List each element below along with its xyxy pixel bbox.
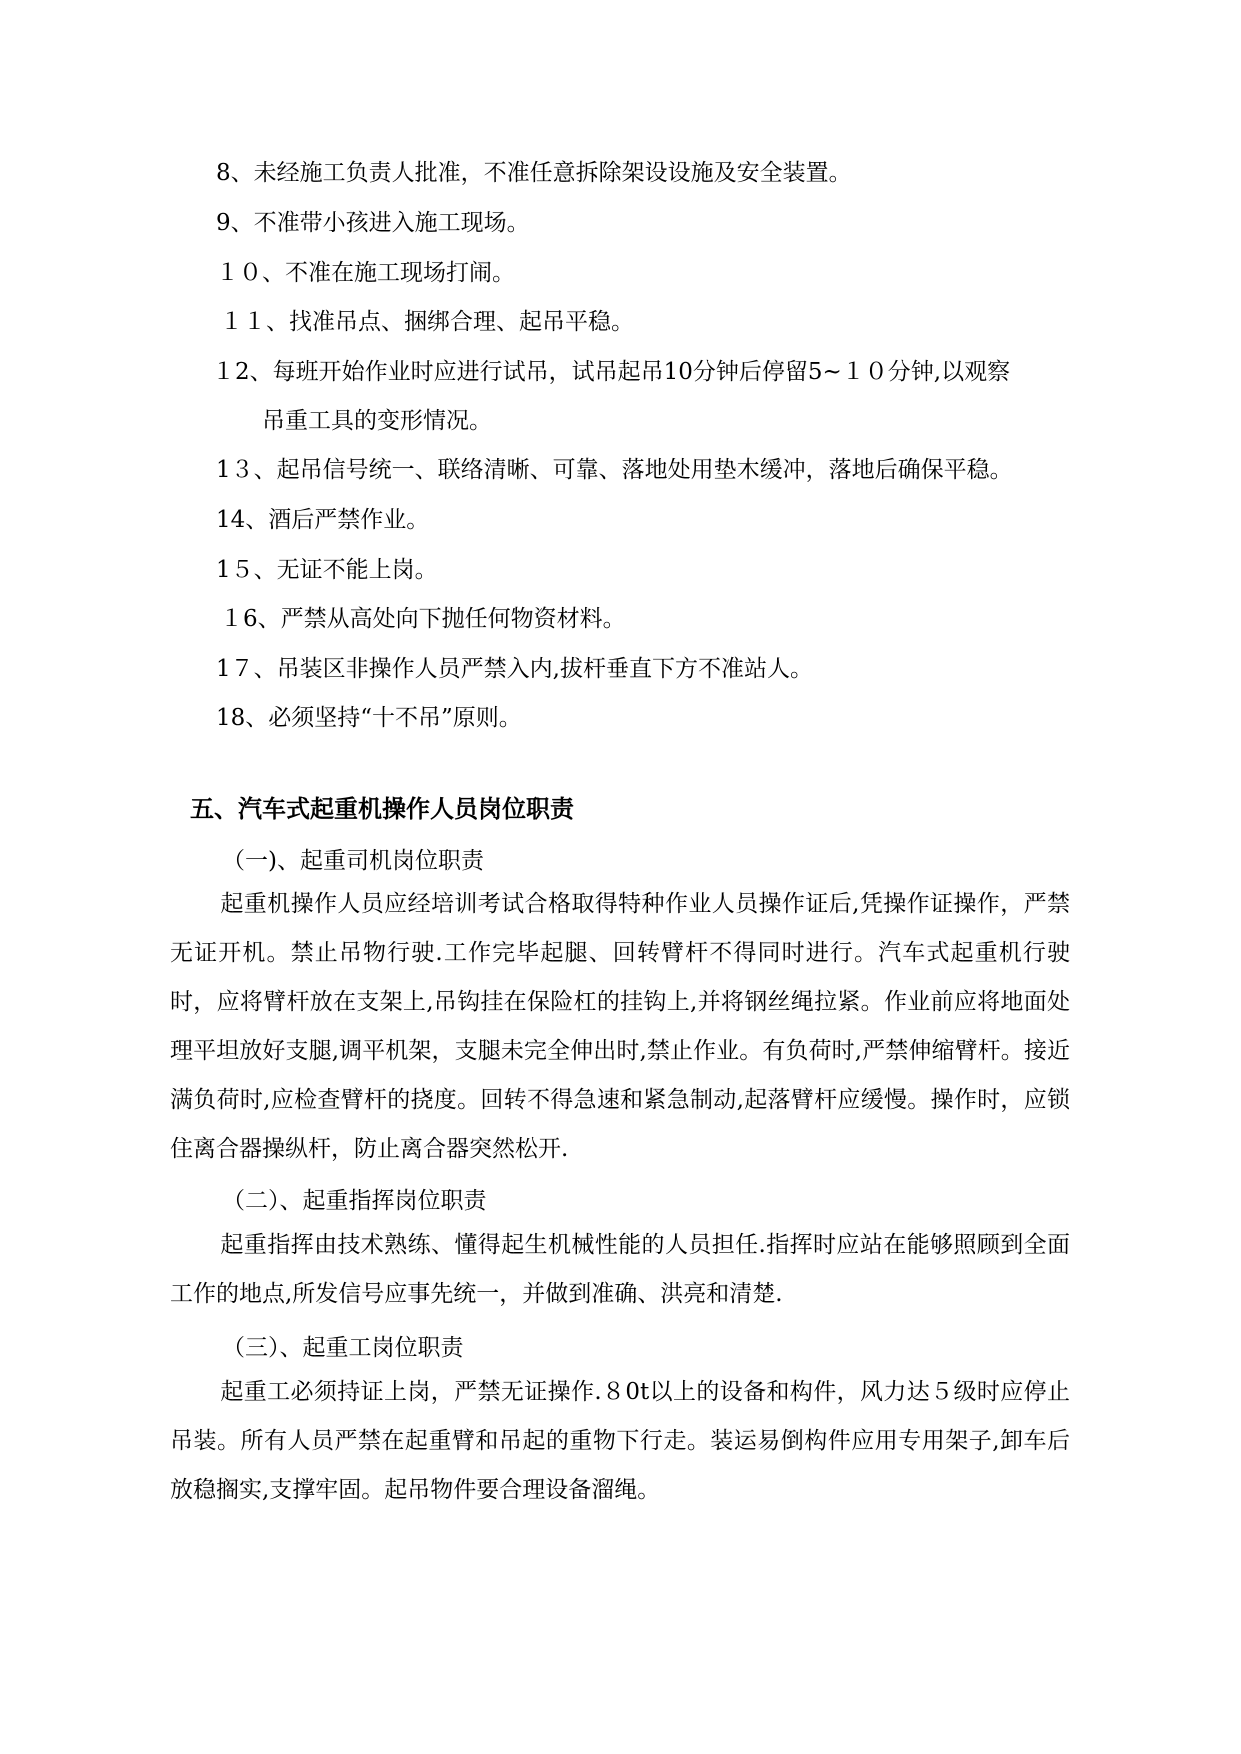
- subsection-body-driver: [170, 880, 1070, 1174]
- section-heading: 五、汽车式起重机操作人员岗位职责: [190, 794, 574, 823]
- rule-item-13: 1３、起吊信号统一、联络清晰、可靠、落地处用垫木缓冲，落地后确保平稳。: [216, 457, 1013, 483]
- paragraph-text: 起重工必须持证上岗，严禁无证操作.８0t以上的设备和构件，风力达５级时应停止吊装。所有人员严禁在起重臂和吊起的重物下行走。装运易倒构件应用专用架子,卸车后放稳搁实,支撑牢固。起吊物件要合理设备溜绳。: [170, 1379, 1070, 1503]
- rule-item-11: １１、找准吊点、捆绑合理、起吊平稳。: [220, 309, 634, 335]
- rule-item-14: 14、酒后严禁作业。: [216, 507, 430, 533]
- rule-item-8: 8、未经施工负责人批准，不准任意拆除架设设施及安全装置。: [216, 160, 852, 186]
- subsection-body-rigger: [170, 1368, 1070, 1515]
- subsection-body-signalman: [170, 1221, 1070, 1319]
- rule-item-12-continuation: 吊重工具的变形情况。: [262, 408, 492, 434]
- rule-item-9: 9、不准带小孩进入施工现场。: [216, 210, 530, 236]
- rule-item-17: 1７、吊装区非操作人员严禁入内,拔杆垂直下方不准站人。: [216, 656, 813, 682]
- rule-item-15: 1５、无证不能上岗。: [216, 557, 438, 583]
- rule-item-12: １2、每班开始作业时应进行试吊，试吊起吊10分钟后停留5~１０分钟,以观察: [212, 359, 1011, 385]
- subsection-title-driver: （一)、起重司机岗位职责: [222, 848, 484, 874]
- rule-item-16: １6、严禁从高处向下抛任何物资材料。: [220, 606, 626, 632]
- rule-item-10: １０、不准在施工现场打闹。: [216, 260, 515, 286]
- paragraph-text: 起重指挥由技术熟练、懂得起生机械性能的人员担任.指挥时应站在能够照顾到全面工作的地点,所发信号应事先统一，并做到准确、洪亮和清楚.: [170, 1232, 1070, 1307]
- subsection-title-rigger: （三）、起重工岗位职责: [222, 1335, 464, 1361]
- rule-item-18: 18、必须坚持“十不吊”原则。: [216, 705, 522, 731]
- subsection-title-signalman: （二）、起重指挥岗位职责: [222, 1188, 487, 1214]
- paragraph-text: 起重机操作人员应经培训考试合格取得特种作业人员操作证后,凭操作证操作，严禁无证开机。禁止吊物行驶.工作完毕起腿、回转臂杆不得同时进行。汽车式起重机行驶时，应将臂杆放在支架上,吊钩挂在保险杠的挂钩上,并将钢丝绳拉紧。作业前应将地面处理平坦放好支腿,调平机架，支腿未完全伸出时,禁止作业。有负荷时,严禁伸缩臂杆。接近满负荷时,应检查臂杆的挠度。回转不得急速和紧急制动,起落臂杆应缓慢。操作时，应锁住离合器操纵杆，防止离合器突然松开.: [170, 891, 1070, 1162]
